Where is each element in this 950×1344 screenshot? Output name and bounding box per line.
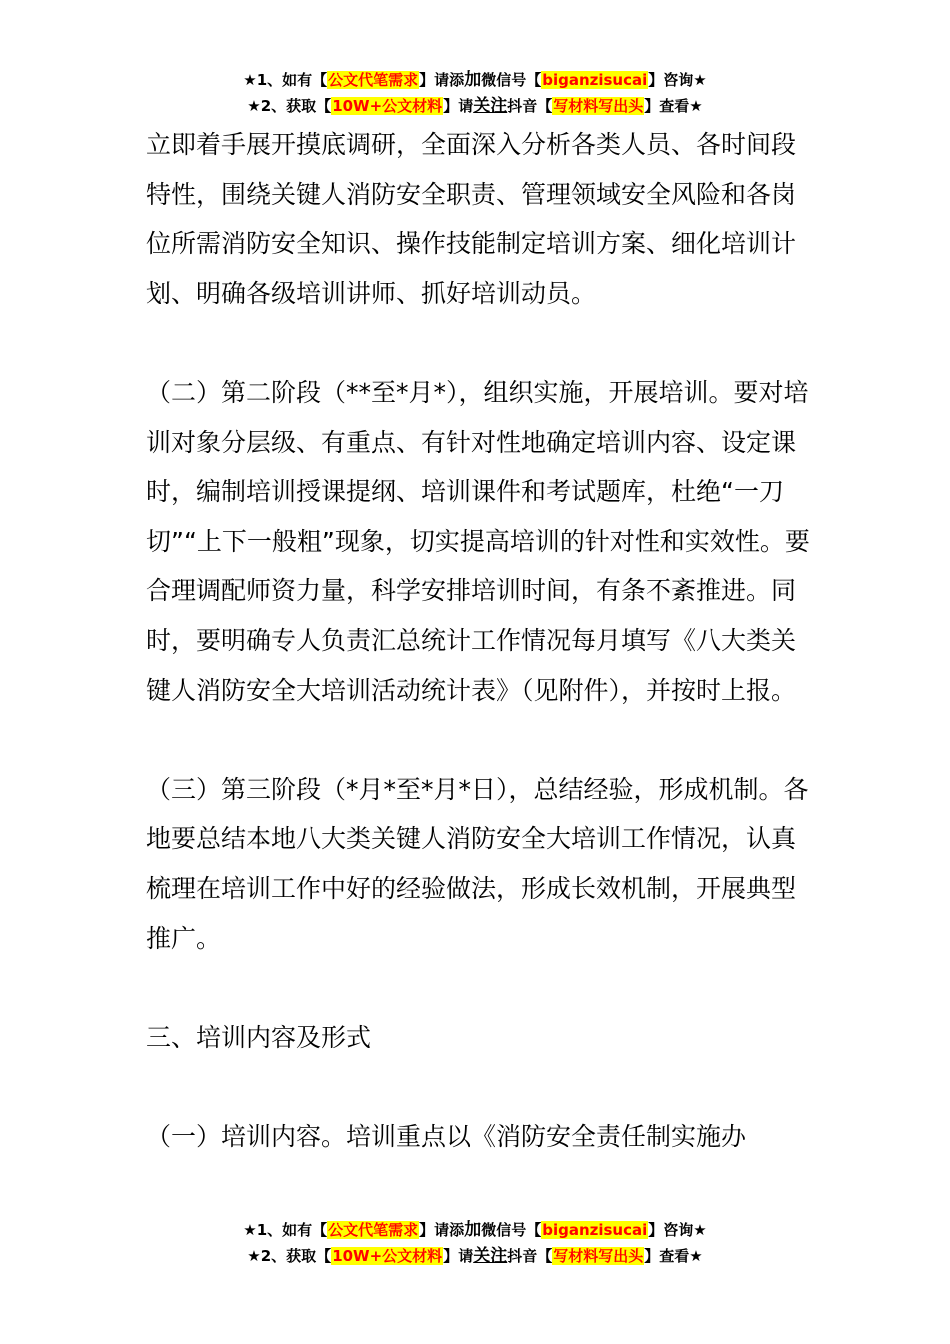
notice-text: 】请添 <box>419 71 465 89</box>
document-body <box>146 120 816 1161</box>
star-icon: ★ <box>247 1247 261 1265</box>
notice-text: 】查看★ <box>644 97 703 115</box>
notice-text: 2、获取【 <box>260 97 332 115</box>
notice-text: 】咨询★ <box>648 71 707 89</box>
paragraph-stage-one-cont: 立即着手展开摸底调研，全面深入分析各类人员、各时间段特性，围绕关键人消防安全职责、管理领域安全风险和各岗位所需消防安全知识、操作技能制定培训方案、细化培训计划、明确各级培训讲师、抓好培训动员。 <box>146 130 797 308</box>
highlight-materials: 10W+公文材料 <box>332 97 443 115</box>
highlight-materials: 10W+公文材料 <box>332 1247 443 1265</box>
notice-text: 】咨询★ <box>648 1221 707 1239</box>
star-icon: ★ <box>247 97 261 115</box>
paragraph-stage-two: （二）第二阶段（**至*月*），组织实施，开展培训。要对培训对象分层级、有重点、有针对性地确定培训内容、设定课时，编制培训授课提纲、培训课件和考试题库，杜绝“一刀切”“上下一般粗”现象，切实提高培训的针对性和实效性。要合理调配师资力量，科学安排培训时间，有条不紊推进。同时，要明确专人负责汇总统计工作情况每月填写《八大类关键人消防安全大培训活动统计表》（见附件），并按时上报。 <box>146 377 810 705</box>
notice-emphasis: 加 <box>464 1220 482 1240</box>
highlight-douyin-id: 写材料写出头 <box>553 97 644 115</box>
highlight-service: 公文代笔需求 <box>328 71 419 89</box>
paragraph-stage-three: （三）第三阶段（*月*至*月*日），总结经验，形成机制。各地要总结本地八大类关键人消防安全大培训工作情况，认真梳理在培训工作中好的经验做法，形成长效机制，开展典型推广。 <box>146 774 809 953</box>
notice-text: 】请 <box>443 1247 474 1265</box>
star-icon: ★ <box>243 71 257 89</box>
notice-emphasis: 关注 <box>473 96 508 116</box>
notice-text: 】请添 <box>419 1221 465 1239</box>
paragraph-training-content: （一）培训内容。培训重点以《消防安全责任制实施办 <box>146 1121 747 1151</box>
highlight-wechat-id: biganzisucai <box>542 1221 648 1239</box>
notice-emphasis: 关注 <box>473 1246 508 1266</box>
notice-text: 抖音【 <box>507 1247 553 1265</box>
notice-text: 微信号【 <box>481 1221 542 1239</box>
notice-text: 微信号【 <box>481 71 542 89</box>
notice-line-1 <box>0 67 950 93</box>
notice-text: 2、获取【 <box>260 1247 332 1265</box>
notice-line-1 <box>0 1217 950 1243</box>
footer-notice <box>0 1217 950 1269</box>
notice-text: 】查看★ <box>644 1247 703 1265</box>
star-icon: ★ <box>243 1221 257 1239</box>
notice-text: 抖音【 <box>507 97 553 115</box>
notice-line-2 <box>0 93 950 119</box>
section-heading: 三、培训内容及形式 <box>146 1022 372 1052</box>
highlight-douyin-id: 写材料写出头 <box>553 1247 644 1265</box>
highlight-wechat-id: biganzisucai <box>542 71 648 89</box>
notice-text: 1、如有【 <box>256 1221 328 1239</box>
highlight-service: 公文代笔需求 <box>328 1221 419 1239</box>
notice-text: 1、如有【 <box>256 71 328 89</box>
notice-text: 】请 <box>443 97 474 115</box>
header-notice <box>0 67 950 119</box>
notice-line-2 <box>0 1243 950 1269</box>
notice-emphasis: 加 <box>464 70 482 90</box>
